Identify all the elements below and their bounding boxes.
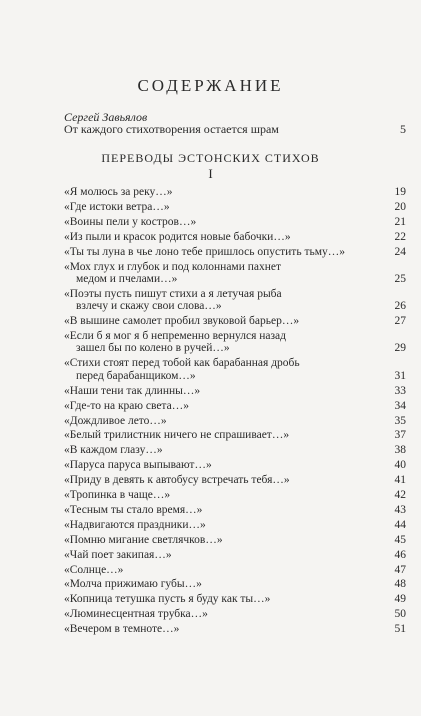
toc-entry xyxy=(64,261,406,286)
toc-entry-title: «Белый трилистник ничего не спрашивает…» xyxy=(64,429,290,442)
toc-entry-page-number: 19 xyxy=(394,186,406,198)
toc-entry-title: «Надвигаются праздники…» xyxy=(64,518,206,531)
toc-entry-title: «Люминесцентная трубка…» xyxy=(64,608,208,621)
intro-entry xyxy=(64,122,406,137)
toc-entry xyxy=(64,593,406,605)
toc-entry-title: «Мох глух и глубок и под колоннами пахнет xyxy=(64,260,282,273)
toc-entry xyxy=(64,623,406,635)
toc-entry-title: «Чай поет закипая…» xyxy=(64,548,172,561)
toc-entry xyxy=(64,385,406,397)
toc-entry-title: «Паруса паруса выпывают…» xyxy=(64,459,212,472)
toc-entry-page-number: 45 xyxy=(394,533,406,546)
toc-entry-page-number: 49 xyxy=(394,593,406,606)
toc-entry-page-number: 29 xyxy=(394,342,406,355)
page-title: СОДЕРЖАНИЕ xyxy=(137,76,284,95)
toc-entry-title-continued: медом и пчелами…» xyxy=(76,272,178,285)
toc-entry-title: «В вышине самолет пробил звуковой барьер…» xyxy=(64,315,300,328)
toc-entry-page-number: 25 xyxy=(394,272,406,285)
toc-entry-title: «Поэты пусть пишут стихи а я летучая рыба xyxy=(64,287,282,300)
toc-entry xyxy=(64,231,406,243)
intro-text: От каждого стихотворения остается шрам xyxy=(64,122,279,136)
toc-entry-title: «Наши тени так длинны…» xyxy=(64,384,201,397)
toc-entry xyxy=(64,429,406,441)
toc-entry-page-number: 46 xyxy=(394,548,406,561)
toc-entry-page-number: 51 xyxy=(394,623,406,636)
toc-entry-title: «Где истоки ветра…» xyxy=(64,200,170,213)
toc-entry-page-number: 24 xyxy=(394,245,406,258)
toc-entry-title-continued: взлечу и скажу свои слова…» xyxy=(76,300,222,313)
toc-entry-title: «Если б я мог я б непременно вернулся назад xyxy=(64,330,287,343)
intro-page-number: 5 xyxy=(400,122,406,136)
toc-entry-title: «Из пыли и красок родится новые бабочки…» xyxy=(64,230,291,243)
part-number: I xyxy=(208,166,213,181)
toc-list xyxy=(64,186,406,638)
author-name: Сергей Завьялов xyxy=(64,110,148,124)
toc-entry-title: «Дождливое лето…» xyxy=(64,414,167,427)
toc-entry-page-number: 21 xyxy=(394,215,406,228)
toc-entry xyxy=(64,489,406,501)
toc-entry xyxy=(64,549,406,561)
toc-entry-title: «Я молюсь за реку…» xyxy=(64,186,173,198)
toc-entry-title: «Тропинка в чаще…» xyxy=(64,489,171,502)
toc-entry-page-number: 48 xyxy=(394,578,406,591)
toc-entry-page-number: 37 xyxy=(394,429,406,442)
toc-entry-title: «Вечером в темноте…» xyxy=(64,623,180,636)
toc-entry-page-number: 22 xyxy=(394,230,406,243)
toc-entry-page-number: 38 xyxy=(394,444,406,457)
toc-entry-page-number: 50 xyxy=(394,608,406,621)
toc-entry xyxy=(64,357,406,382)
toc-entry xyxy=(64,578,406,590)
toc-entry-page-number: 33 xyxy=(394,384,406,397)
toc-entry xyxy=(64,315,406,327)
toc-entry-page-number: 42 xyxy=(394,489,406,502)
toc-entry-page-number: 41 xyxy=(394,474,406,487)
toc-entry-page-number: 35 xyxy=(394,414,406,427)
section-heading: ПЕРЕВОДЫ ЭСТОНСКИХ СТИХОВ xyxy=(101,151,320,165)
toc-entry-title: «Копница тетушка пусть я буду как ты…» xyxy=(64,593,271,606)
toc-entry-page-number: 26 xyxy=(394,300,406,313)
toc-entry-title: «Помню мигание светлячков…» xyxy=(64,533,223,546)
toc-entry-title: «Тесным ты стало время…» xyxy=(64,503,203,516)
toc-entry xyxy=(64,330,406,355)
toc-entry xyxy=(64,246,406,258)
toc-entry-page-number: 31 xyxy=(394,369,406,382)
toc-entry-title: «Стихи стоят перед тобой как барабанная дробь xyxy=(64,357,300,370)
toc-entry-page-number: 27 xyxy=(394,315,406,328)
toc-entry-page-number: 47 xyxy=(394,563,406,576)
toc-entry xyxy=(64,534,406,546)
toc-entry-page-number: 40 xyxy=(394,459,406,472)
toc-entry-title: «Ты ты луна в чье лоно тебе пришлось опустить тьму…» xyxy=(64,245,345,258)
toc-entry-title-continued: перед барабанщиком…» xyxy=(76,369,196,382)
toc-entry xyxy=(64,415,406,427)
toc-entry xyxy=(64,186,406,198)
toc-entry xyxy=(64,444,406,456)
toc-entry xyxy=(64,504,406,516)
toc-entry xyxy=(64,288,406,313)
toc-entry-title: «В каждом глазу…» xyxy=(64,444,163,457)
toc-entry xyxy=(64,400,406,412)
toc-entry-page-number: 20 xyxy=(394,200,406,213)
toc-entry xyxy=(64,608,406,620)
toc-entry-title-continued: зашел бы по колено в ручей…» xyxy=(76,342,230,355)
toc-entry xyxy=(64,201,406,213)
toc-entry xyxy=(64,216,406,228)
toc-entry-title: «Приду в девять к автобусу встречать тебя…» xyxy=(64,474,290,487)
toc-entry-title: «Молча прижимаю губы…» xyxy=(64,578,202,591)
toc-entry-title: «Воины пели у костров…» xyxy=(64,215,197,228)
toc-entry-page-number: 43 xyxy=(394,503,406,516)
toc-entry-page-number: 44 xyxy=(394,518,406,531)
toc-entry xyxy=(64,519,406,531)
toc-entry-title: «Солнце…» xyxy=(64,563,124,576)
toc-entry xyxy=(64,474,406,486)
toc-entry xyxy=(64,564,406,576)
toc-entry-page-number: 34 xyxy=(394,399,406,412)
toc-entry xyxy=(64,459,406,471)
toc-entry-title: «Где-то на краю света…» xyxy=(64,399,189,412)
